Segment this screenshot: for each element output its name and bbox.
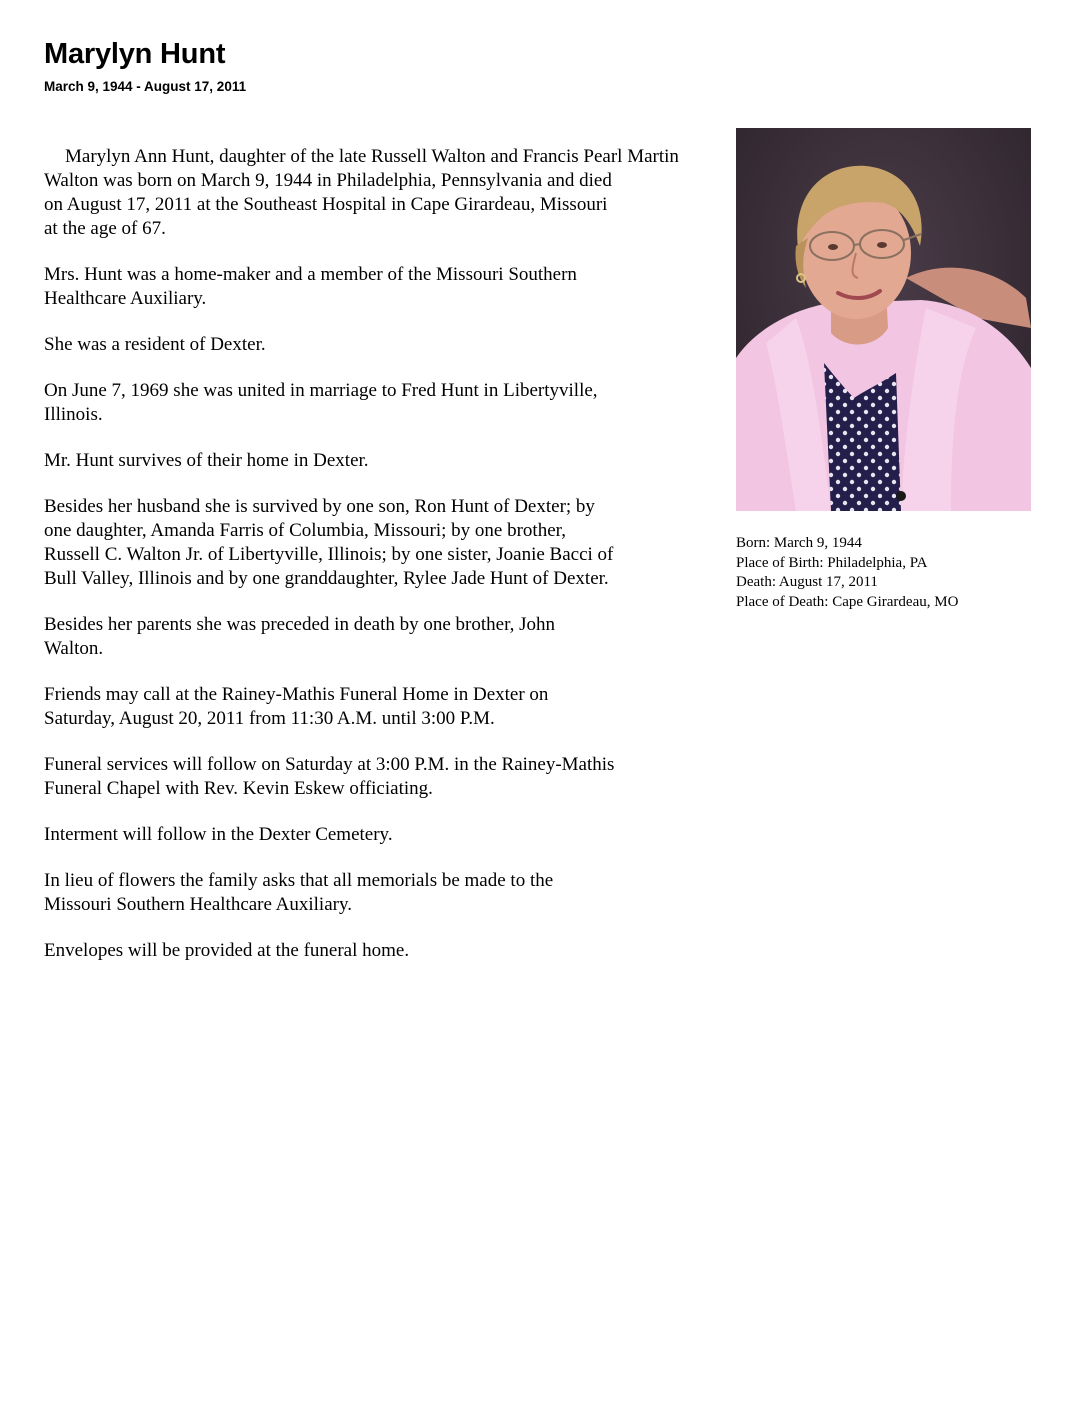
obituary-body	[44, 145, 724, 985]
obituary-paragraph: Interment will follow in the Dexter Cemetery.	[44, 824, 393, 845]
obituary-paragraph: Besides her parents she was preceded in death by one brother, John Walton.	[44, 614, 556, 659]
obituary-paragraph: Envelopes will be provided at the funeral home.	[44, 940, 410, 961]
vital-facts	[736, 534, 1076, 612]
portrait-photo	[736, 128, 1031, 511]
obituary-paragraph: Friends may call at the Rainey-Mathis Funeral Home in Dexter on Saturday, August 20, 2011 from 11:30 A.M. until 3:00 P.M.	[44, 684, 549, 729]
birth-date: Born: March 9, 1944	[736, 535, 862, 551]
obituary-name: Marylyn Hunt	[44, 38, 226, 70]
obituary-paragraph: She was a resident of Dexter.	[44, 334, 266, 355]
obituary-paragraph: In lieu of flowers the family asks that all memorials be made to the Missouri Southern Healthcare Auxiliary.	[44, 870, 554, 915]
death-date: Death: August 17, 2011	[736, 574, 878, 590]
birth-place: Place of Birth: Philadelphia, PA	[736, 554, 928, 571]
obituary-paragraph: On June 7, 1969 she was united in marriage to Fred Hunt in Libertyville, Illinois.	[44, 380, 598, 425]
obituary-paragraph: Besides her husband she is survived by one son, Ron Hunt of Dexter; by one daughter, Amanda Farris of Columbia, Missouri; by one brother, Russell C. Walton Jr. of Libertyville, Illinois; by one sister, Joanie Bacci of Bull Valley, Illinois and by one granddaughter, Rylee Jade Hunt of Dexter.	[44, 496, 614, 589]
obituary-paragraph: Mrs. Hunt was a home-maker and a member of the Missouri Southern Healthcare Auxiliary.	[44, 264, 577, 309]
life-dates: March 9, 1944 - August 17, 2011	[44, 79, 247, 94]
obituary-paragraph: Funeral services will follow on Saturday at 3:00 P.M. in the Rainey-Mathis Funeral Chapel with Rev. Kevin Eskew officiating.	[44, 754, 615, 799]
obituary-paragraph: Marylyn Ann Hunt, daughter of the late Russell Walton and Francis Pearl Martin Walton was born on March 9, 1944 in Philadelphia, Pennsylvania and died on August 17, 2011 at the Southeast Hospital in Cape Girardeau, Missouri at the age of 67.	[44, 146, 679, 239]
portrait-illustration	[736, 128, 1031, 511]
death-place: Place of Death: Cape Girardeau, MO	[736, 593, 959, 610]
obituary-paragraph: Mr. Hunt survives of their home in Dexter.	[44, 450, 369, 471]
